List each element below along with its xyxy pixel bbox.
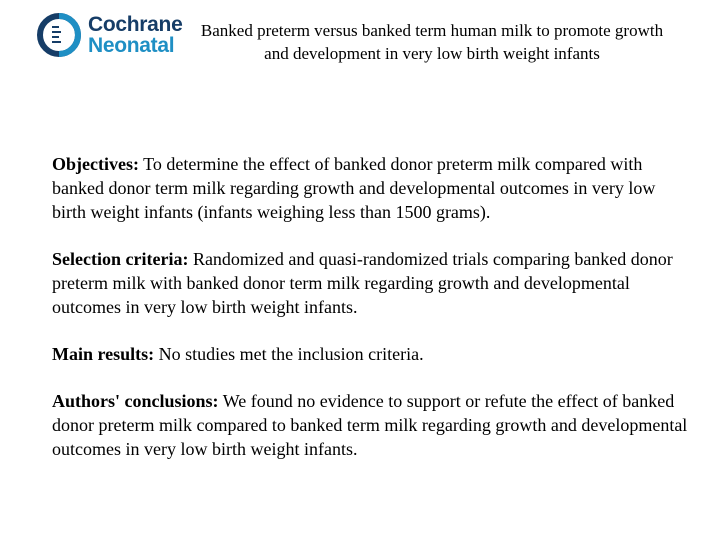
logo-wordmark [88, 14, 182, 56]
objectives-label: Objectives: [52, 154, 139, 174]
selection-criteria-paragraph [52, 247, 692, 319]
cochrane-neonatal-logo [36, 12, 183, 60]
page-title [184, 19, 680, 65]
page-title-line-2: and development in very low birth weight infants [264, 44, 600, 63]
authors-conclusions-text: We found no evidence to support or refute the effect of banked donor preterm milk compared to banked term milk regarding growth and developmental outcomes in very low birth weight infants. [52, 391, 688, 459]
objectives-text: To determine the effect of banked donor preterm milk compared with banked donor term milk regarding growth and developmental outcomes in very low birth weight infants (infants weighing less than 1500 grams). [52, 154, 656, 222]
authors-conclusions-paragraph [52, 389, 692, 461]
objectives-paragraph [52, 152, 692, 224]
authors-conclusions-label: Authors' conclusions: [52, 391, 219, 411]
main-results-text: No studies met the inclusion criteria. [154, 344, 424, 364]
selection-criteria-label: Selection criteria: [52, 249, 189, 269]
logo-line-cochrane: Cochrane [88, 13, 183, 36]
cochrane-logo-icon [36, 12, 82, 58]
logo-line-neonatal: Neonatal [88, 34, 175, 57]
abstract-body [52, 152, 692, 484]
main-results-label: Main results: [52, 344, 155, 364]
main-results-paragraph [52, 342, 692, 366]
selection-criteria-text: Randomized and quasi-randomized trials comparing banked donor preterm milk with banked donor term milk regarding growth and developmental outcomes in very low birth weight infants. [52, 249, 673, 317]
page-title-line-1: Banked preterm versus banked term human milk to promote growth [200, 21, 664, 40]
